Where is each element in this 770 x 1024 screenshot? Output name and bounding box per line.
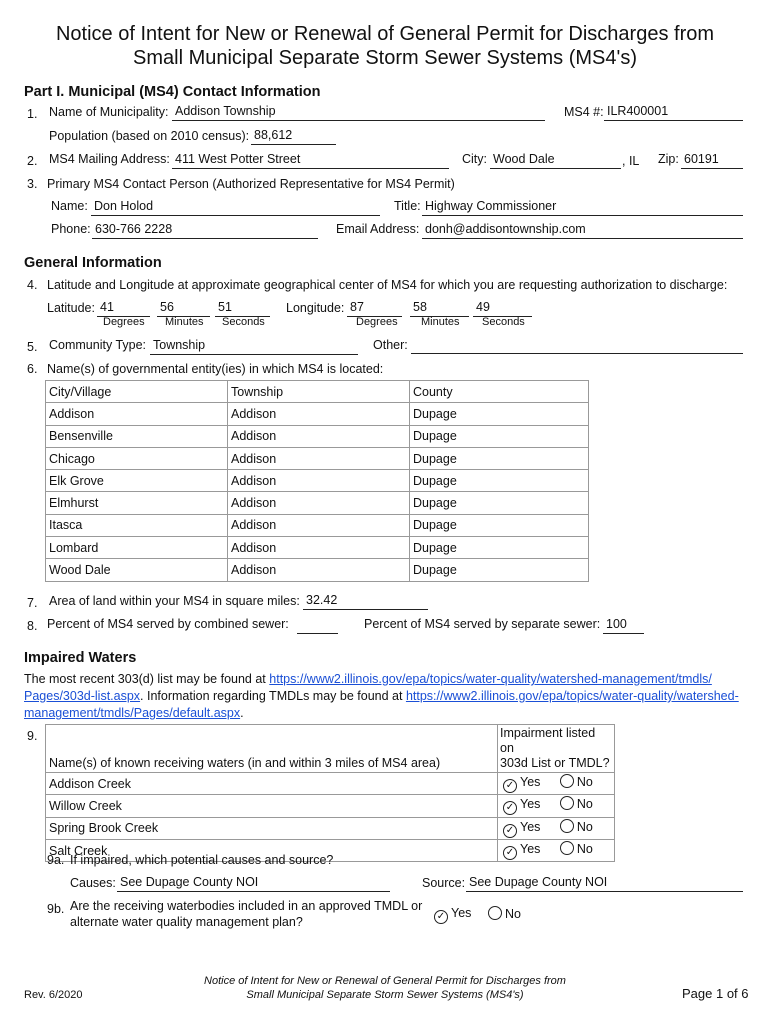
no-label: No: [576, 797, 593, 812]
form-title-line2: Small Municipal Separate Storm Sewer Systems (MS4's): [133, 47, 637, 69]
yes-radio[interactable]: [503, 820, 540, 834]
county-cell[interactable]: Dupage: [410, 470, 589, 492]
latitude-minutes-caption: Minutes: [165, 316, 204, 328]
latitude-seconds-caption: Seconds: [222, 316, 265, 328]
q9-number: 9.: [27, 729, 38, 743]
longitude-minutes-caption: Minutes: [421, 316, 460, 328]
ms4-number-label: MS4 #:: [564, 105, 604, 119]
q3-number: 3.: [27, 177, 38, 191]
entities-header-row: [46, 381, 589, 403]
yes-radio[interactable]: [503, 842, 541, 859]
q9b-no-radio[interactable]: [488, 906, 521, 921]
city-cell[interactable]: Elk Grove: [46, 470, 228, 492]
header-city-village: City/Village: [46, 381, 228, 403]
area-label: Area of land within your MS4 in square miles:: [49, 594, 300, 608]
longitude-minutes-field[interactable]: 58: [410, 300, 469, 317]
city-cell[interactable]: Wood Dale: [46, 559, 228, 581]
combined-sewer-field[interactable]: [297, 617, 338, 634]
municipality-label: Name of Municipality:: [49, 105, 169, 119]
township-cell[interactable]: Addison: [228, 403, 410, 425]
contact-title-field[interactable]: Highway Commissioner: [422, 199, 743, 216]
county-cell[interactable]: Dupage: [410, 425, 589, 447]
township-cell[interactable]: Addison: [228, 425, 410, 447]
longitude-seconds-field[interactable]: 49: [473, 300, 532, 317]
zip-field[interactable]: 60191: [681, 152, 743, 169]
header-township: Township: [228, 381, 410, 403]
check-mark-icon: ✓: [503, 846, 517, 860]
listed-cell: [498, 817, 615, 839]
township-cell[interactable]: Addison: [228, 514, 410, 536]
city-cell[interactable]: Elmhurst: [46, 492, 228, 514]
state-text: , IL: [622, 154, 640, 168]
township-cell[interactable]: Addison: [228, 537, 410, 559]
contact-name-field[interactable]: Don Holod: [91, 199, 380, 216]
yes-radio[interactable]: [503, 797, 541, 814]
revision-date: Rev. 6/2020: [24, 989, 83, 1001]
impaired-heading: Impaired Waters: [24, 650, 137, 666]
radio-empty-icon: [560, 819, 574, 833]
water-name-cell[interactable]: Addison Creek: [46, 773, 498, 795]
latitude-label: Latitude:: [47, 301, 95, 315]
intro-end: .: [240, 706, 244, 720]
table-row: [46, 773, 615, 795]
tmdl-link-part2[interactable]: management/tmdls/Pages/default.aspx: [24, 706, 241, 720]
impaired-intro-line1: [24, 672, 712, 686]
county-cell[interactable]: Dupage: [410, 559, 589, 581]
separate-sewer-field[interactable]: 100: [603, 617, 644, 634]
email-label: Email Address:: [336, 222, 420, 236]
yes-label: Yes: [520, 797, 541, 812]
footer-title-line2: Small Municipal Separate Storm Sewer Systems (MS4's): [246, 989, 524, 1001]
ms4-number-field[interactable]: ILR400001: [604, 104, 743, 121]
q7-number: 7.: [27, 596, 38, 610]
phone-field[interactable]: 630-766 2228: [92, 222, 318, 239]
source-label: Source:: [422, 876, 466, 890]
county-cell[interactable]: Dupage: [410, 403, 589, 425]
footer-title-line1: Notice of Intent for New or Renewal of General Permit for Discharges from: [204, 975, 566, 987]
q9b-line1: Are the receiving waterbodies included in an approved TMDL or: [70, 899, 423, 913]
q1-number: 1.: [27, 107, 38, 121]
entities-label: Name(s) of governmental entity(ies) in which MS4 is located:: [47, 362, 384, 376]
radio-empty-icon: [560, 841, 574, 855]
city-field[interactable]: Wood Dale: [490, 152, 621, 169]
city-cell[interactable]: Lombard: [46, 537, 228, 559]
latitude-degrees-caption: Degrees: [103, 316, 145, 328]
city-cell[interactable]: Bensenville: [46, 425, 228, 447]
table-row: [46, 447, 589, 469]
city-cell[interactable]: Itasca: [46, 514, 228, 536]
contact-person-label: Primary MS4 Contact Person (Authorized Representative for MS4 Permit): [47, 177, 455, 191]
header-county: County: [410, 381, 589, 403]
intro-text-2: . Information regarding TMDLs may be found at: [140, 689, 403, 703]
table-row: [46, 537, 589, 559]
zip-label: Zip:: [658, 152, 679, 166]
listed-cell: [498, 795, 615, 817]
population-label: Population (based on 2010 census):: [49, 129, 250, 143]
q9a-number: 9a.: [47, 853, 65, 867]
table-row: [46, 559, 589, 581]
radio-empty-icon: [560, 796, 574, 810]
q9b-line2: alternate water quality management plan?: [70, 915, 303, 929]
no-label: No: [576, 819, 593, 834]
county-cell[interactable]: Dupage: [410, 514, 589, 536]
impairment-listed-header: [498, 725, 615, 773]
no-radio[interactable]: [560, 820, 593, 834]
table-row: [46, 425, 589, 447]
yes-label: Yes: [520, 842, 541, 857]
water-name-cell[interactable]: Spring Brook Creek: [46, 817, 498, 839]
township-cell[interactable]: Addison: [228, 447, 410, 469]
impaired-intro-line3: [24, 706, 244, 720]
city-cell[interactable]: Addison: [46, 403, 228, 425]
general-heading: General Information: [24, 255, 162, 271]
longitude-seconds-caption: Seconds: [482, 316, 525, 328]
303d-list-link-part1[interactable]: https://www2.illinois.gov/epa/topics/water-quality/watershed-management/tmdls/: [269, 672, 712, 686]
township-cell[interactable]: Addison: [228, 559, 410, 581]
q8-number: 8.: [27, 619, 38, 633]
longitude-degrees-caption: Degrees: [356, 316, 398, 328]
yes-label: Yes: [520, 819, 541, 834]
city-cell[interactable]: Chicago: [46, 447, 228, 469]
no-label: No: [576, 775, 593, 790]
longitude-label: Longitude:: [286, 301, 345, 315]
table-row: [46, 817, 615, 839]
community-type-field[interactable]: Township: [150, 338, 358, 355]
causes-field[interactable]: See Dupage County NOI: [117, 875, 390, 892]
entities-table: [45, 380, 589, 582]
longitude-degrees-field[interactable]: 87: [347, 300, 402, 317]
table-row: [46, 403, 589, 425]
contact-name-label: Name:: [51, 199, 88, 213]
city-label: City:: [462, 152, 487, 166]
other-field[interactable]: [411, 337, 743, 354]
page-number: Page 1 of 6: [682, 986, 749, 1001]
q5-number: 5.: [27, 340, 38, 354]
latitude-minutes-field[interactable]: 56: [157, 300, 210, 317]
county-cell[interactable]: Dupage: [410, 537, 589, 559]
county-cell[interactable]: Dupage: [410, 492, 589, 514]
waters-name-header: Name(s) of known receiving waters (in and within 3 miles of MS4 area): [46, 725, 498, 773]
phone-label: Phone:: [51, 222, 91, 236]
no-radio[interactable]: [560, 797, 593, 811]
yes-label: Yes: [520, 775, 541, 790]
latlong-label: Latitude and Longitude at approximate geographical center of MS4 for which you are requesting authorization to discharge:: [47, 278, 728, 292]
township-cell[interactable]: Addison: [228, 492, 410, 514]
township-cell[interactable]: Addison: [228, 470, 410, 492]
listed-cell: [498, 773, 615, 795]
q9b-number: 9b.: [47, 902, 65, 916]
latitude-degrees-field[interactable]: 41: [97, 300, 150, 317]
area-field[interactable]: 32.42: [303, 593, 428, 610]
community-type-label: Community Type:: [49, 338, 147, 352]
check-mark-icon: ✓: [503, 824, 517, 838]
mailing-address-label: MS4 Mailing Address:: [49, 152, 170, 166]
table-row: [46, 492, 589, 514]
listed-header-line1: Impairment listed on: [500, 726, 596, 755]
radio-empty-icon: [560, 774, 574, 788]
contact-title-label: Title:: [394, 199, 421, 213]
table-row: [46, 514, 589, 536]
water-name-cell[interactable]: Willow Creek: [46, 795, 498, 817]
latitude-seconds-field[interactable]: 51: [215, 300, 270, 317]
q6-number: 6.: [27, 362, 38, 376]
check-mark-icon: ✓: [503, 801, 517, 815]
email-field[interactable]: donh@addisontownship.com: [422, 222, 743, 239]
radio-empty-icon: [488, 906, 502, 920]
form-title-line1: Notice of Intent for New or Renewal of General Permit for Discharges from: [55, 23, 715, 45]
no-radio[interactable]: [560, 775, 593, 789]
q9b-yes-label: Yes: [451, 906, 472, 920]
causes-label: Causes:: [70, 876, 116, 890]
source-field[interactable]: See Dupage County NOI: [466, 875, 743, 892]
impaired-intro-line2: [24, 689, 739, 703]
tmdl-link-part1[interactable]: https://www2.illinois.gov/epa/topics/water-quality/watershed-: [405, 689, 739, 703]
no-radio[interactable]: [560, 842, 593, 856]
yes-radio[interactable]: [503, 775, 541, 792]
other-label: Other:: [373, 338, 408, 352]
municipality-field[interactable]: Addison Township: [172, 104, 545, 121]
check-mark-icon: ✓: [503, 779, 517, 793]
table-row: [46, 470, 589, 492]
receiving-waters-table: [45, 724, 615, 862]
303d-list-link-part2[interactable]: Pages/303d-list.aspx: [24, 689, 141, 703]
check-mark-icon: ✓: [434, 910, 448, 924]
table-row: [46, 795, 615, 817]
no-label: No: [576, 842, 593, 857]
water-name-cell[interactable]: Salt Creek: [46, 839, 498, 861]
q9b-no-label: No: [505, 907, 521, 921]
q9b-yes-radio[interactable]: [434, 906, 471, 924]
population-field[interactable]: 88,612: [251, 128, 336, 145]
separate-sewer-label: Percent of MS4 served by separate sewer:: [364, 617, 601, 631]
listed-header-line2: 303d List or TMDL?: [500, 756, 610, 770]
intro-text-1: The most recent 303(d) list may be found at: [24, 672, 266, 686]
county-cell[interactable]: Dupage: [410, 447, 589, 469]
part1-heading: Part I. Municipal (MS4) Contact Information: [24, 84, 321, 100]
q9a-label: If impaired, which potential causes and source?: [70, 853, 334, 867]
q2-number: 2.: [27, 154, 38, 168]
combined-sewer-label: Percent of MS4 served by combined sewer:: [47, 617, 289, 631]
q4-number: 4.: [27, 278, 38, 292]
waters-header-row: [46, 725, 615, 773]
listed-cell: [498, 839, 615, 861]
mailing-address-field[interactable]: 411 West Potter Street: [172, 152, 449, 169]
